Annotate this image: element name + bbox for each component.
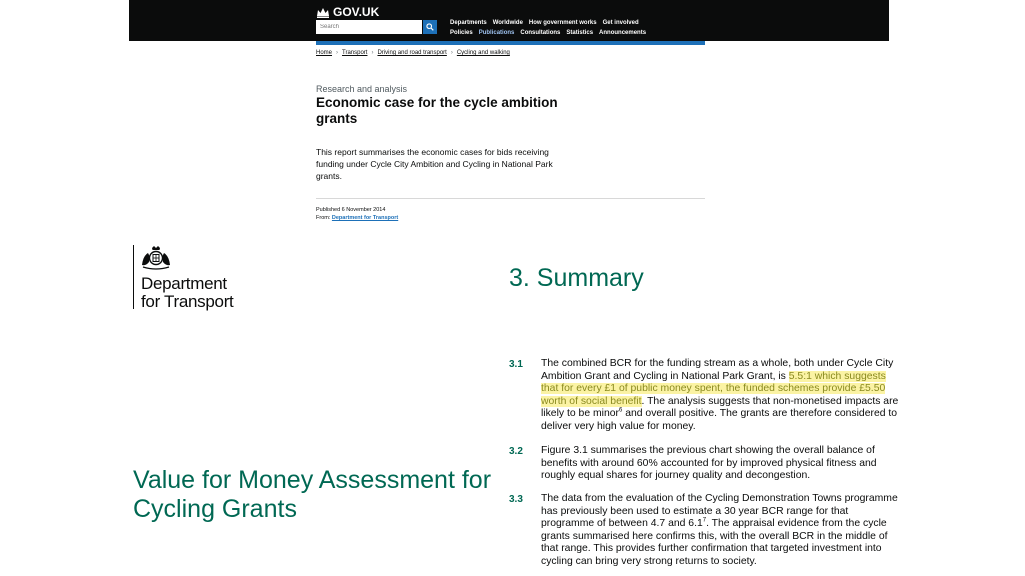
paragraph-number: 3.1 [509,359,523,370]
nav-policies[interactable]: Policies [450,30,473,36]
nav-how-government-works[interactable]: How government works [528,20,597,26]
department-logo-text [141,275,233,311]
document-type: Research and analysis [316,84,408,94]
search-input[interactable] [316,20,422,34]
breadcrumb-separator: › [336,50,339,56]
nav-row-1 [450,18,690,28]
page-description: This report summarises the economic cases for bids receiving funding under Cycle City Ambition and Cycling in National Park grants. [316,147,553,181]
footnote-6: 6 [618,407,623,414]
page-title: Economic case for the cycle ambition grants [316,95,558,126]
p1-text-start: The combined BCR for the funding stream as a whole, both under Cycle City Ambition Grant and Cycling in National Park Grant, is [541,358,894,382]
royal-crest-icon [140,245,172,271]
breadcrumb-separator: › [450,50,453,56]
nav-row-2 [450,28,690,38]
paragraph-3-2: Figure 3.1 summarises the previous chart showing the overall balance of benefits with around 60% accounted for by improved physical fitness and roughly equal shares for journey quality and decongestion. [541,445,877,481]
nav-get-involved[interactable]: Get involved [602,20,639,26]
published-date: Published 6 November 2014 [316,207,386,213]
search-icon [426,23,434,31]
nav-announcements[interactable]: Announcements [599,30,647,36]
summary-heading: 3. Summary [509,264,644,292]
p1-text-end: and overall positive. The grants are therefore considered to deliver very high value for money. [541,408,898,432]
breadcrumb-home[interactable]: Home [316,50,333,56]
paragraph-number: 3.2 [509,446,523,457]
nav-worldwide[interactable]: Worldwide [492,20,523,26]
logo-line-2: for Transport [141,292,234,311]
crown-icon [316,7,330,18]
breadcrumb [316,50,510,56]
breadcrumb-transport[interactable]: Transport [342,50,368,56]
logo-line-1: Department [141,274,227,293]
nav-publications[interactable]: Publications [478,30,515,36]
logo-rule [133,245,134,309]
divider [316,198,705,199]
nav-statistics[interactable]: Statistics [566,30,594,36]
highlighted-text: 5.5:1 which suggests that for every £1 of public money spent, the funded schemes provide £5.50 worth of social benefit [541,370,886,407]
govuk-header [129,0,889,41]
from-line [316,215,398,221]
header-accent-bar [316,41,705,45]
main-nav [450,18,690,38]
slide-title: Value for Money Assessment for Cycling Grants [133,466,492,523]
nav-departments[interactable]: Departments [450,20,487,26]
from-department-link[interactable]: Department for Transport [331,215,399,221]
footnote-7: 7 [702,517,707,524]
search-button[interactable] [423,20,437,34]
p3-text-start: The data from the evaluation of the Cycling Demonstration Towns programme has previously been used to estimate a 30 year BCR range for that programme of between 4.7 and 6.1 [541,493,898,529]
paragraph-number: 3.3 [509,494,523,505]
govuk-brand: GOV.UK [333,5,380,19]
breadcrumb-separator: › [371,50,374,56]
from-label: From: [316,215,331,221]
nav-consultations[interactable]: Consultations [520,30,561,36]
govuk-logo[interactable] [316,5,379,19]
breadcrumb-cycling[interactable]: Cycling and walking [456,50,510,56]
breadcrumb-driving[interactable]: Driving and road transport [377,50,447,56]
p1-text-middle: . The analysis suggests that non-monetised impacts are likely to be minor [541,395,899,419]
paragraph-3-3 [541,493,901,568]
p3-text-end: . The appraisal evidence from the cycle grants summarised here confirms this, with the overall BCR in the middle of that range. This provides further confirmation that targeted investment into cycling can bring very strong returns to society. [541,518,888,567]
paragraph-3-1 [541,358,901,433]
